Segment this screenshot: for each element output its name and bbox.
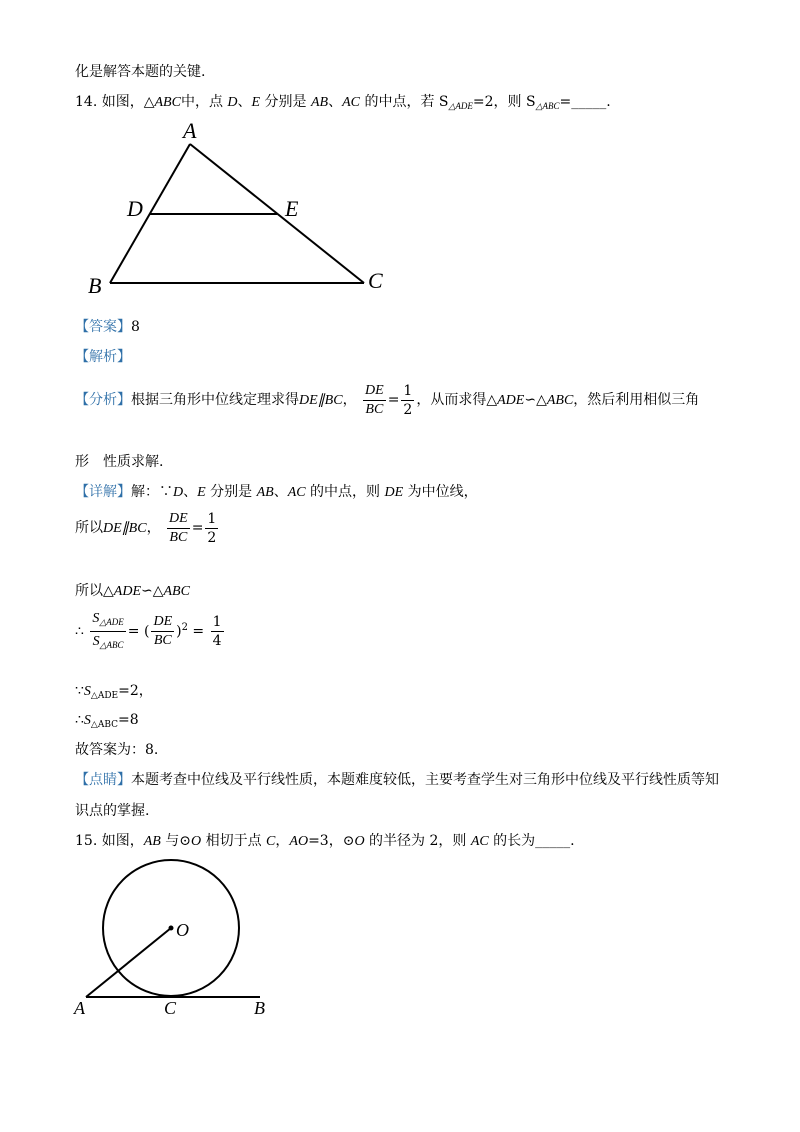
text: ， [275, 833, 290, 849]
math-var: AO [289, 834, 309, 849]
text: 识点的掌握. [75, 803, 150, 819]
label-a: A [74, 998, 85, 1018]
math-var: AC [342, 95, 360, 110]
numerator: DE [151, 613, 174, 632]
numerator: DE [167, 510, 190, 529]
equals: = [192, 623, 205, 640]
math-var: E [197, 485, 206, 500]
suoyi-line-2 [75, 581, 190, 602]
math-var: ADE [113, 584, 141, 599]
label-o: O [176, 920, 189, 940]
math-var: ABC [154, 95, 181, 110]
analysis-line [75, 347, 131, 367]
dianjing-line-2 [75, 801, 149, 821]
text: 本题考查中位线及平行线性质，本题难度较低，主要考查学生对三角形中位线及平行线性质等知 [131, 772, 719, 788]
text: 的半径为 2，则 [364, 833, 471, 849]
subscript: △ABC [90, 720, 119, 730]
text: 相切于点 [201, 833, 267, 849]
s-symbol: S [92, 634, 100, 650]
subscript: △ABC [535, 101, 560, 111]
fenxi-line-2 [75, 452, 163, 472]
therefore-symbol: ∴ [75, 712, 84, 728]
s-symbol: S [83, 684, 91, 699]
center-point [169, 926, 174, 931]
analysis-tag: 【解析】 [75, 349, 131, 365]
equals: = [191, 520, 204, 536]
fraction-de-bc [167, 510, 190, 547]
text: 形 性质求解. [75, 454, 164, 470]
math-var: D [227, 95, 238, 110]
numerator: 1 [207, 510, 217, 527]
text: 的中点，若 S [364, 94, 449, 110]
math-var: AB [311, 95, 329, 110]
text: 与⊙ [160, 833, 192, 849]
subscript: △ADE [448, 101, 473, 111]
answer-value: 8 [131, 319, 140, 335]
text: 的中点，则 [305, 484, 385, 500]
numerator: 1 [403, 382, 413, 399]
text: 、 [328, 94, 343, 110]
equals: = [387, 392, 400, 408]
question-number: 15. 如图， [75, 833, 144, 849]
denominator: BC [169, 529, 188, 545]
text-line [75, 62, 205, 82]
suoyi-line-1 [75, 508, 220, 549]
fenxi-line [75, 380, 699, 421]
answer-line [75, 317, 140, 337]
numerator: 1 [212, 614, 222, 631]
text: 、 [237, 94, 252, 110]
math-var: AC [287, 485, 306, 500]
label-c: C [164, 998, 177, 1018]
denominator: 4 [212, 633, 222, 650]
text: 、 [183, 484, 198, 500]
therefore-symbol: ∴ [75, 623, 84, 640]
text: 故答案为：8. [75, 742, 159, 758]
text: ， [342, 392, 357, 408]
label-b: B [88, 273, 102, 298]
fraction-half [401, 382, 414, 419]
final-answer-line [75, 740, 158, 760]
text: ， [146, 520, 161, 536]
math-var: AB [143, 834, 161, 849]
text: 为中位线， [403, 484, 478, 500]
text: 分别是 [264, 94, 307, 110]
area-ratio [90, 609, 125, 654]
triangle-figure [80, 118, 400, 303]
equals-paren: = ( [127, 623, 150, 640]
math-var: ABC [546, 393, 574, 408]
math-var: O [191, 834, 202, 849]
subscript: △ABC [99, 640, 124, 651]
math-var: O [354, 834, 365, 849]
denominator: 2 [403, 401, 413, 418]
circle-tangent-figure [70, 856, 290, 1026]
text: 、 [273, 484, 288, 500]
denominator: BC [153, 633, 172, 649]
question-number: 14. 如图， [75, 94, 144, 110]
label-c: C [368, 268, 383, 293]
numerator: DE [363, 382, 386, 401]
close-paren: ) [176, 623, 182, 640]
answer-blank: =_____. [559, 94, 611, 110]
dianjing-line [75, 770, 719, 790]
text: ，然后利用相似三角 [573, 392, 700, 408]
ratio-equation [75, 608, 226, 654]
segment-ao [86, 928, 171, 997]
text: ∽△ [524, 392, 547, 408]
therefore-line [75, 710, 139, 735]
triangle-symbol: △ [143, 94, 155, 110]
xiangjie-line [75, 482, 478, 503]
paragraph-text: 化是解答本题的关键. [75, 64, 206, 80]
text: =2，则 S [472, 94, 536, 110]
subscript: △ADE [99, 617, 124, 628]
math-expr: DE∥BC [299, 393, 343, 408]
fraction-de-bc [363, 382, 386, 419]
question-15 [75, 831, 575, 852]
fraction-de-bc [151, 613, 174, 650]
exponent: 2 [181, 622, 188, 633]
math-var: E [251, 95, 261, 110]
math-var: ABC [163, 584, 190, 599]
answer-tag: 【答案】 [75, 319, 131, 335]
fenxi-tag: 【分析】 [75, 392, 131, 408]
text: 所以△ [75, 583, 114, 599]
answer-blank: 的长为_____. [488, 833, 575, 849]
text: ，从而求得△ [416, 392, 498, 408]
text: =8 [118, 712, 139, 728]
question-14 [75, 92, 611, 116]
text: 根据三角形中位线定理求得 [131, 392, 299, 408]
text: ∽△ [141, 583, 164, 599]
dianjing-tag: 【点睛】 [75, 772, 131, 788]
denominator: BC [365, 401, 384, 417]
math-var: AC [470, 834, 489, 849]
text: 解：∵ [131, 484, 173, 500]
text: 分别是 [205, 484, 257, 500]
s-symbol: S [92, 611, 100, 627]
fraction-quarter [211, 613, 224, 650]
math-var: C [266, 834, 276, 849]
label-a: A [183, 118, 197, 143]
subscript: △ADE [90, 691, 119, 701]
text: 所以 [75, 520, 103, 536]
denominator: 2 [207, 529, 217, 546]
math-expr: DE∥BC [103, 521, 147, 536]
fraction-half [205, 510, 218, 547]
math-var: DE [384, 485, 404, 500]
label-b: B [254, 998, 265, 1018]
s-symbol: S [83, 713, 91, 728]
text: =2， [118, 683, 153, 699]
math-var: D [173, 485, 184, 500]
label-d: D [127, 196, 143, 221]
math-var: ADE [497, 393, 525, 408]
label-e: E [285, 196, 299, 221]
text: 中，点 [180, 94, 223, 110]
text: =3，⊙ [308, 833, 355, 849]
because-symbol: ∵ [75, 683, 84, 699]
because-line [75, 681, 153, 706]
math-var: AB [256, 485, 274, 500]
xiangjie-tag: 【详解】 [75, 484, 131, 500]
